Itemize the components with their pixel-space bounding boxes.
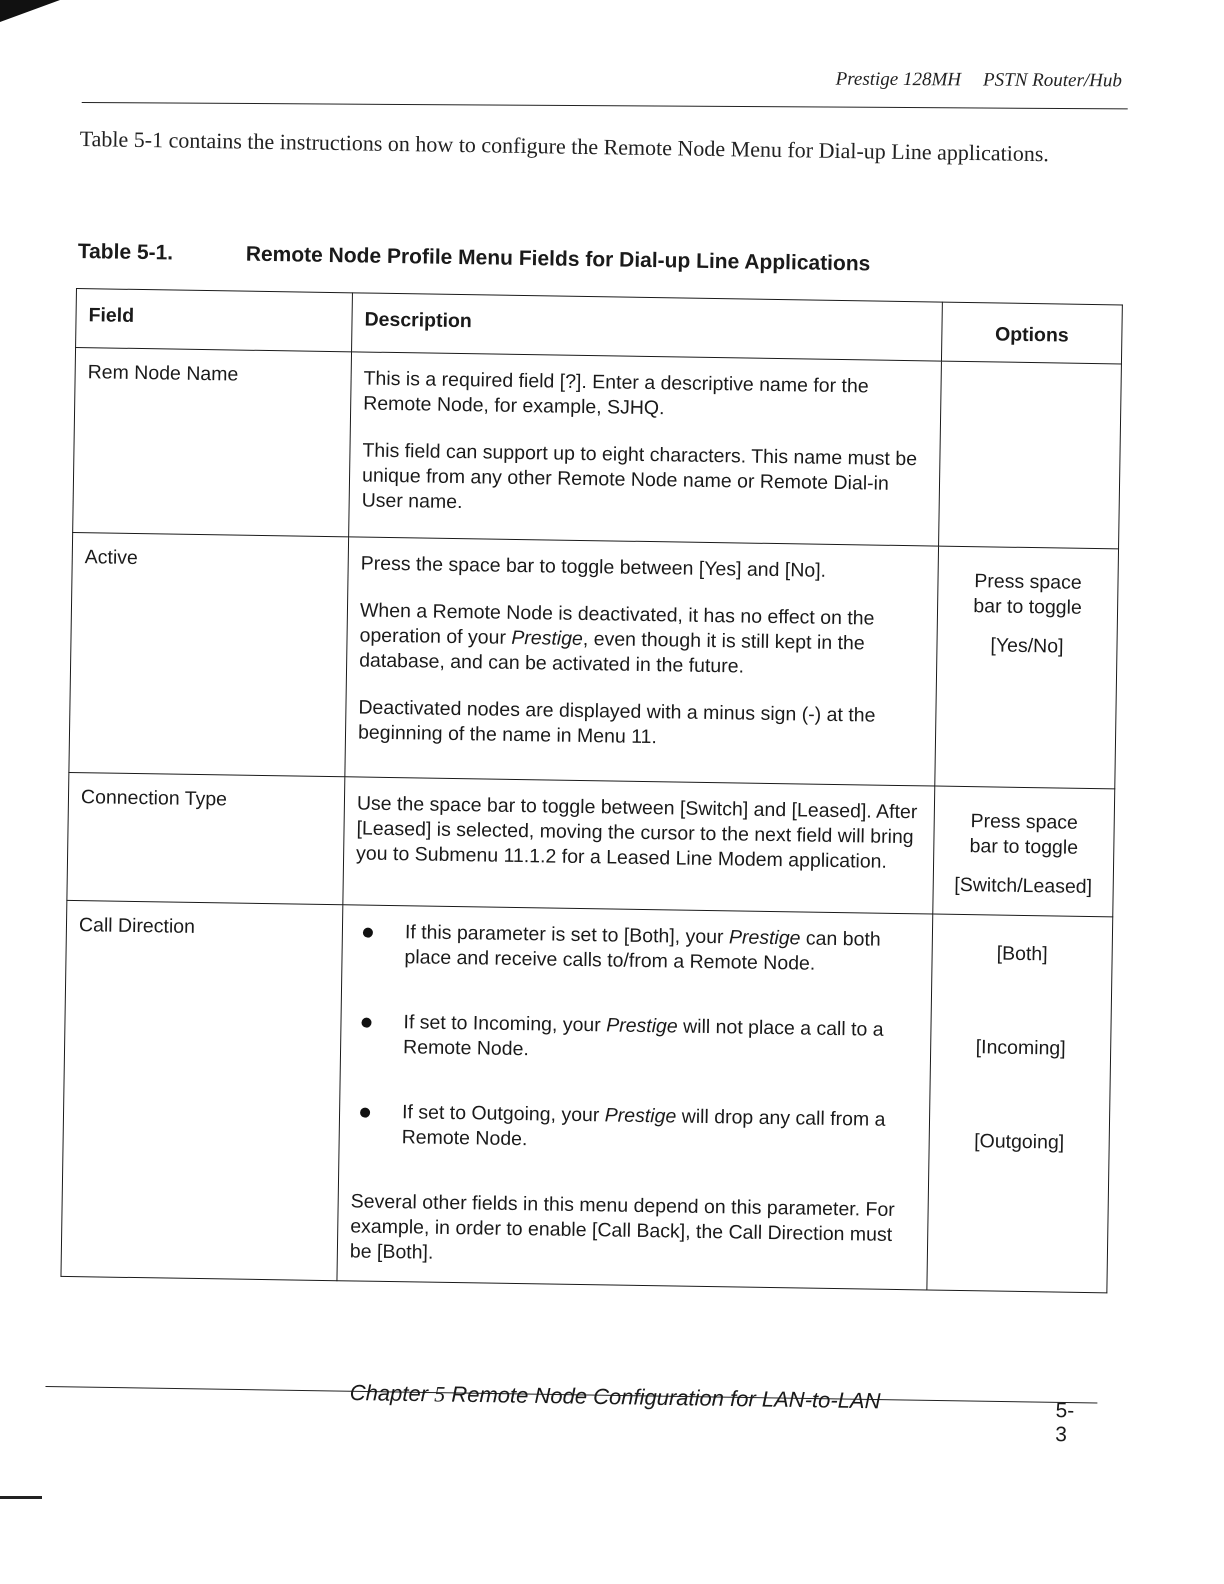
product-name: Prestige	[604, 1104, 677, 1128]
description-cell	[337, 905, 933, 1290]
options-cell	[933, 786, 1115, 917]
scan-corner-mark	[0, 0, 60, 22]
description-text	[359, 599, 925, 683]
option-text: Press space	[970, 810, 1079, 834]
option-value: [Outgoing]	[974, 1130, 1065, 1154]
field-cell: Connection Type	[67, 772, 345, 904]
page-number: 5-3	[1055, 1399, 1075, 1447]
product-name: Prestige	[511, 626, 584, 651]
fields-table	[60, 288, 1122, 1293]
table-row	[67, 772, 1115, 916]
option-text: bar to toggle	[969, 835, 1079, 859]
description-part: , even though it is still kept in the database, and can be activated in the future.	[359, 628, 865, 678]
table-title: Remote Node Profile Menu Fields for Dial-up Line Applications	[245, 242, 871, 276]
description-text: Use the space bar to toggle between [Switch] and [Leased]. After [Leased] is selected, moving the cursor to the next field will bring you to Submenu 11.1.2 for a Leased Line Modem application.	[355, 792, 918, 873]
description-cell	[349, 352, 942, 546]
bullet-item	[353, 1009, 919, 1068]
field-cell: Rem Node Name	[73, 348, 352, 537]
bullet-text: If set to Outgoing, your	[401, 1101, 605, 1127]
option-value: [Switch/Leased]	[954, 873, 1093, 899]
bullet-text: will not place a call to a Remote Node.	[402, 1015, 884, 1061]
table-row	[61, 900, 1113, 1292]
description-text: This is a required field [?]. Enter a descriptive name for the Remote Node, for example, SJHQ.	[363, 367, 869, 420]
bullet-text: If set to Incoming, your	[403, 1011, 607, 1037]
table-row	[73, 348, 1122, 549]
header-text	[814, 68, 1122, 92]
bullet-list	[352, 919, 921, 1158]
option-value: [Both]	[996, 942, 1048, 966]
description-text: Deactivated nodes are displayed with a minus sign (-) at the beginning of the name in Menu 11.	[357, 696, 876, 749]
options-cell	[939, 361, 1122, 549]
description-text: Several other fields in this menu depend on this parameter. For example, in order to enable [Call Back], the Call Direction must be [Both].	[349, 1190, 895, 1264]
description-cell	[343, 777, 935, 914]
field-cell: Call Direction	[61, 900, 343, 1280]
options-cell	[935, 546, 1119, 789]
description-text: This field can support up to eight characters. This name must be unique from any other Remote Node name or Remote Dial-in User name.	[361, 439, 918, 514]
table-row	[69, 532, 1119, 788]
header-product: Prestige 128MH	[835, 68, 962, 91]
page-header	[82, 58, 1128, 109]
table-number: Table 5-1.	[77, 240, 174, 265]
product-name: Prestige	[605, 1014, 678, 1038]
scan-speck	[0, 1496, 42, 1499]
header-field: Field	[76, 289, 353, 352]
bullet-item	[352, 1099, 918, 1158]
table-caption	[78, 240, 1078, 280]
bullet-text: will drop any call from a Remote Node.	[401, 1105, 886, 1151]
bullet-item	[354, 919, 920, 978]
options-cell	[927, 914, 1113, 1293]
description-part: When a Remote Node is deactivated, it has no effect on the operation of your	[359, 599, 875, 649]
product-name: Prestige	[728, 926, 801, 950]
footer-chapter-num: 5	[434, 1381, 446, 1407]
option-text: bar to toggle	[973, 595, 1082, 619]
option-value: [Yes/No]	[990, 634, 1064, 658]
option-text: Press space	[974, 570, 1082, 594]
header-options: Options	[941, 302, 1122, 364]
bullet-text: can both place and receive calls to/from a Remote Node.	[404, 927, 881, 975]
footer-chapter-word: Chapter	[349, 1380, 429, 1407]
field-cell: Active	[69, 532, 349, 776]
intro-paragraph: Table 5-1 contains the instructions on how to configure the Remote Node Menu for Dial-up Line applications.	[79, 125, 1050, 167]
header-description: Description	[352, 293, 943, 361]
description-cell	[345, 537, 939, 786]
footer-chapter-title: Remote Node Configuration for LAN-to-LAN	[451, 1381, 881, 1414]
description-text: Press the space bar to toggle between [Yes] and [No].	[360, 552, 827, 582]
fields-table-wrap	[60, 288, 1122, 1293]
option-value: [Incoming]	[975, 1036, 1066, 1060]
header-subtitle: PSTN Router/Hub	[983, 69, 1122, 92]
bullet-text: If this parameter is set to [Both], your	[404, 921, 730, 949]
